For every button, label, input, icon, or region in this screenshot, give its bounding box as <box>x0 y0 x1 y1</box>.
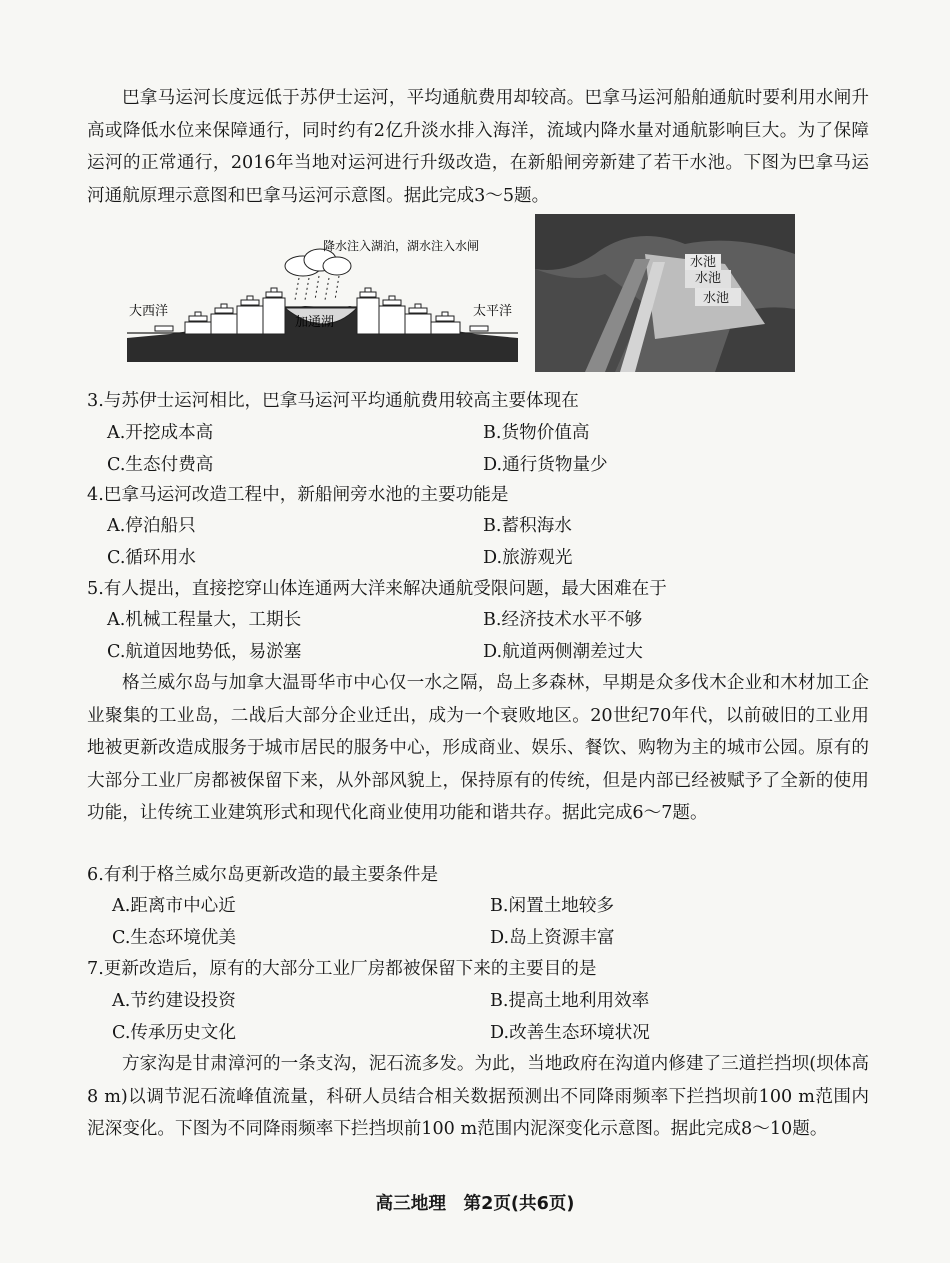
q5-option-a[interactable]: A.机械工程量大，工期长 <box>107 610 302 630</box>
q3-option-c[interactable]: C.生态付费高 <box>107 455 214 475</box>
q4-option-c[interactable]: C.循环用水 <box>107 548 196 568</box>
q5-option-c[interactable]: C.航道因地势低，易淤塞 <box>107 642 302 662</box>
pool-label-2: 水池 <box>695 271 722 286</box>
q4-option-d[interactable]: D.旅游观光 <box>483 548 573 568</box>
passage-fangjiagou: 方家沟是甘肃漳河的一条支沟，泥石流多发。为此，当地政府在沟道内修建了三道拦挡坝(坝体高8 m)以调节泥石流峰值流量，科研人员结合相关数据预测出不同降雨频率下拦挡坝前100 m范围内泥深变化。下图为不同降雨频率下拦挡坝前100 m范围内泥深变化示意图。据此完成8～10题。 <box>87 1054 869 1139</box>
canal-photo <box>535 214 795 372</box>
question-4-stem: 4.巴拿马运河改造工程中，新船闸旁水池的主要功能是 <box>87 485 509 505</box>
q4-option-a[interactable]: A.停泊船只 <box>107 516 196 536</box>
q6-option-d[interactable]: D.岛上资源丰富 <box>490 928 615 948</box>
q3-option-d[interactable]: D.通行货物量少 <box>483 455 608 475</box>
q7-option-c[interactable]: C.传承历史文化 <box>112 1023 236 1043</box>
q4-option-b[interactable]: B.蓄积海水 <box>483 516 572 536</box>
q6-option-c[interactable]: C.生态环境优美 <box>112 928 236 948</box>
atlantic-label: 大西洋 <box>129 304 169 319</box>
rain-note-label: 降水注入湖泊，湖水注入水闸 <box>323 239 480 253</box>
q7-option-d[interactable]: D.改善生态环境状况 <box>490 1023 650 1043</box>
rain-cloud-icon <box>285 249 351 300</box>
q7-option-a[interactable]: A.节约建设投资 <box>112 991 236 1011</box>
q6-option-a[interactable]: A.距离市中心近 <box>112 896 236 916</box>
lake-label: 加通湖 <box>295 315 335 330</box>
pool-label-3: 水池 <box>703 291 730 306</box>
q5-option-d[interactable]: D.航道两侧潮差过大 <box>483 642 643 662</box>
pool-label-1: 水池 <box>690 255 717 270</box>
question-7-stem: 7.更新改造后，原有的大部分工业厂房都被保留下来的主要目的是 <box>87 959 597 979</box>
passage-granville: 格兰威尔岛与加拿大温哥华市中心仅一水之隔，岛上多森林，早期是众多伐木企业和木材加工企业聚集的工业岛，二战后大部分企业迁出，成为一个衰败地区。20世纪70年代，以前破旧的工业用地被更新改造成服务于城市居民的服务中心，形成商业、娱乐、餐饮、购物为主的城市公园。原有的大部分工业厂房都被保留下来，从外部风貌上，保持原有的传统，但是内部已经被赋予了全新的使用功能，让传统工业建筑形式和现代化商业使用功能和谐共存。据此完成6～7题。 <box>87 673 869 823</box>
question-5-stem: 5.有人提出，直接挖穿山体连通两大洋来解决通航受限问题，最大困难在于 <box>87 579 667 599</box>
question-3-stem: 3.与苏伊士运河相比，巴拿马运河平均通航费用较高主要体现在 <box>87 391 579 411</box>
passage-panama: 巴拿马运河长度远低于苏伊士运河，平均通航费用却较高。巴拿马运河船舶通航时要利用水闸升高或降低水位来保障通行，同时约有2亿升淡水排入海洋，流域内降水量对通航影响巨大。为了保障运河的正常通行，2016年当地对运河进行升级改造，在新船闸旁新建了若干水池。下图为巴拿马运河通航原理示意图和巴拿马运河示意图。据此完成3～5题。 <box>87 88 869 206</box>
pacific-label: 太平洋 <box>473 304 513 319</box>
q5-option-b[interactable]: B.经济技术水平不够 <box>483 610 643 630</box>
q3-option-a[interactable]: A.开挖成本高 <box>107 423 214 443</box>
q7-option-b[interactable]: B.提高土地利用效率 <box>490 991 650 1011</box>
canal-principle-diagram <box>125 230 520 370</box>
page-footer: 高三地理 第2页(共6页) <box>375 1194 575 1214</box>
question-6-stem: 6.有利于格兰威尔岛更新改造的最主要条件是 <box>87 865 439 885</box>
q6-option-b[interactable]: B.闲置土地较多 <box>490 896 615 916</box>
q3-option-b[interactable]: B.货物价值高 <box>483 423 590 443</box>
